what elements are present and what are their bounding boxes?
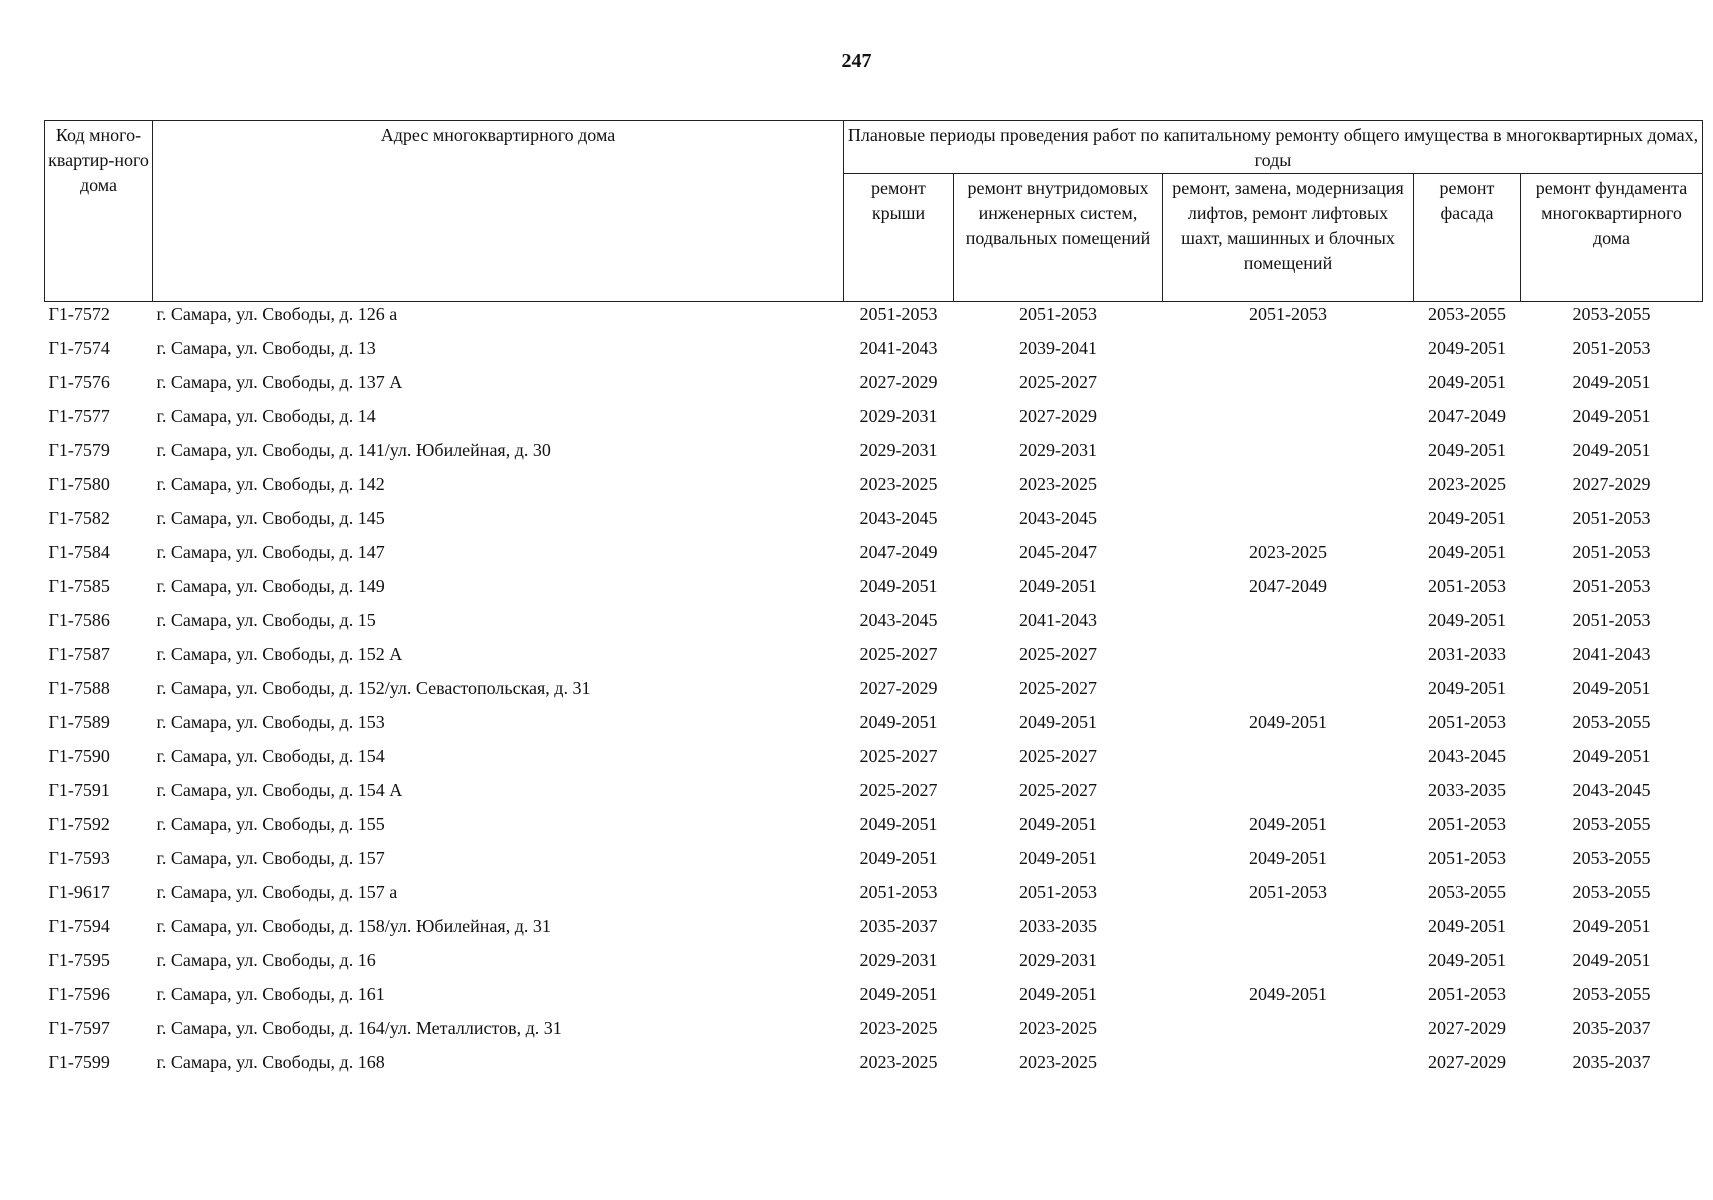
cell-elevators	[1163, 744, 1414, 778]
table-row	[45, 574, 1703, 608]
cell-foundation: 2035-2037	[1572, 1018, 1651, 1038]
cell-address: г. Самара, ул. Свободы, д. 142	[156, 474, 385, 494]
cell-facade: 2051-2053	[1428, 814, 1506, 834]
cell-roof: 2049-2051	[859, 814, 938, 834]
cell-elevators	[1163, 472, 1414, 506]
table-row	[45, 1016, 1703, 1050]
cell-code: Г1-7588	[48, 678, 110, 698]
cell-facade: 2027-2029	[1428, 1052, 1506, 1072]
cell-foundation: 2051-2053	[1572, 508, 1651, 528]
cell-engineering: 2033-2035	[1019, 916, 1097, 936]
cell-elevators: 2049-2051	[1249, 848, 1327, 868]
cell-code: Г1-7595	[48, 950, 110, 970]
cell-address: г. Самара, ул. Свободы, д. 147	[156, 542, 385, 562]
cell-code: Г1-7594	[48, 916, 110, 936]
cell-foundation: 2051-2053	[1572, 610, 1651, 630]
cell-code: Г1-7576	[48, 372, 110, 392]
cell-foundation: 2049-2051	[1572, 440, 1651, 460]
cell-elevators: 2049-2051	[1249, 984, 1327, 1004]
cell-foundation: 2053-2055	[1572, 712, 1651, 732]
cell-roof: 2051-2053	[859, 304, 938, 324]
cell-code: Г1-7574	[48, 338, 110, 358]
cell-address: г. Самара, ул. Свободы, д. 153	[156, 712, 385, 732]
cell-facade: 2049-2051	[1428, 542, 1506, 562]
cell-elevators	[1163, 506, 1414, 540]
cell-roof: 2025-2027	[859, 644, 938, 664]
cell-foundation: 2053-2055	[1572, 984, 1651, 1004]
cell-roof: 2025-2027	[859, 780, 938, 800]
cell-elevators	[1163, 608, 1414, 642]
cell-roof: 2027-2029	[859, 372, 938, 392]
cell-engineering: 2043-2045	[1019, 508, 1097, 528]
cell-engineering: 2025-2027	[1019, 644, 1097, 664]
cell-code: Г1-7587	[48, 644, 110, 664]
header-address: Адрес многоквартирного дома	[153, 121, 844, 302]
cell-address: г. Самара, ул. Свободы, д. 14	[156, 406, 376, 426]
cell-address: г. Самара, ул. Свободы, д. 137 А	[156, 372, 403, 392]
cell-foundation: 2053-2055	[1572, 848, 1651, 868]
cell-facade: 2049-2051	[1428, 338, 1506, 358]
cell-foundation: 2053-2055	[1572, 814, 1651, 834]
cell-facade: 2047-2049	[1428, 406, 1506, 426]
cell-facade: 2051-2053	[1428, 984, 1506, 1004]
table-row	[45, 676, 1703, 710]
cell-engineering: 2049-2051	[1019, 712, 1097, 732]
cell-engineering: 2025-2027	[1019, 678, 1097, 698]
cell-address: г. Самара, ул. Свободы, д. 141/ул. Юбилейная, д. 30	[156, 440, 551, 460]
cell-roof: 2029-2031	[859, 406, 938, 426]
cell-elevators: 2049-2051	[1249, 814, 1327, 834]
header-code: Код много-квартир-ного дома	[45, 121, 153, 302]
cell-address: г. Самара, ул. Свободы, д. 15	[156, 610, 376, 630]
cell-foundation: 2053-2055	[1572, 882, 1651, 902]
capital-repair-table	[44, 120, 1703, 1084]
cell-address: г. Самара, ул. Свободы, д. 152 А	[156, 644, 403, 664]
cell-facade: 2031-2033	[1428, 644, 1506, 664]
cell-engineering: 2039-2041	[1019, 338, 1097, 358]
cell-foundation: 2049-2051	[1572, 406, 1651, 426]
cell-engineering: 2045-2047	[1019, 542, 1097, 562]
cell-elevators	[1163, 676, 1414, 710]
table-row	[45, 948, 1703, 982]
cell-roof: 2029-2031	[859, 950, 938, 970]
cell-code: Г1-7584	[48, 542, 110, 562]
cell-code: Г1-9617	[48, 882, 110, 902]
table-row	[45, 744, 1703, 778]
cell-roof: 2047-2049	[859, 542, 938, 562]
cell-roof: 2049-2051	[859, 984, 938, 1004]
cell-engineering: 2025-2027	[1019, 746, 1097, 766]
cell-facade: 2033-2035	[1428, 780, 1506, 800]
cell-engineering: 2049-2051	[1019, 984, 1097, 1004]
cell-elevators	[1163, 336, 1414, 370]
cell-code: Г1-7597	[48, 1018, 110, 1038]
cell-engineering: 2023-2025	[1019, 1018, 1097, 1038]
header-roof: ремонт крыши	[844, 174, 954, 302]
cell-elevators: 2051-2053	[1249, 882, 1327, 902]
table-row	[45, 370, 1703, 404]
cell-facade: 2043-2045	[1428, 746, 1506, 766]
table-row	[45, 812, 1703, 846]
cell-code: Г1-7572	[48, 304, 110, 324]
cell-roof: 2023-2025	[859, 1052, 938, 1072]
cell-facade: 2053-2055	[1428, 304, 1506, 324]
cell-foundation: 2049-2051	[1572, 678, 1651, 698]
cell-facade: 2053-2055	[1428, 882, 1506, 902]
cell-facade: 2049-2051	[1428, 678, 1506, 698]
table-row	[45, 302, 1703, 337]
cell-foundation: 2043-2045	[1572, 780, 1651, 800]
cell-foundation: 2051-2053	[1572, 576, 1651, 596]
cell-facade: 2051-2053	[1428, 848, 1506, 868]
cell-foundation: 2049-2051	[1572, 746, 1651, 766]
table-row	[45, 404, 1703, 438]
cell-engineering: 2049-2051	[1019, 814, 1097, 834]
cell-address: г. Самара, ул. Свободы, д. 154 А	[156, 780, 403, 800]
cell-roof: 2049-2051	[859, 848, 938, 868]
cell-address: г. Самара, ул. Свободы, д. 154	[156, 746, 385, 766]
cell-address: г. Самара, ул. Свободы, д. 13	[156, 338, 376, 358]
cell-code: Г1-7596	[48, 984, 110, 1004]
cell-facade: 2027-2029	[1428, 1018, 1506, 1038]
cell-address: г. Самара, ул. Свободы, д. 126 а	[156, 304, 398, 324]
cell-code: Г1-7593	[48, 848, 110, 868]
cell-engineering: 2023-2025	[1019, 474, 1097, 494]
cell-elevators	[1163, 438, 1414, 472]
table-row	[45, 540, 1703, 574]
table-row	[45, 778, 1703, 812]
cell-foundation: 2035-2037	[1572, 1052, 1651, 1072]
page-number: 247	[841, 50, 872, 72]
cell-code: Г1-7577	[48, 406, 110, 426]
cell-roof: 2041-2043	[859, 338, 938, 358]
cell-roof: 2023-2025	[859, 1018, 938, 1038]
table-row	[45, 642, 1703, 676]
cell-roof: 2051-2053	[859, 882, 938, 902]
cell-engineering: 2051-2053	[1019, 882, 1097, 902]
cell-foundation: 2027-2029	[1572, 474, 1651, 494]
cell-elevators: 2049-2051	[1249, 712, 1327, 732]
cell-facade: 2049-2051	[1428, 372, 1506, 392]
table-row	[45, 438, 1703, 472]
cell-code: Г1-7579	[48, 440, 110, 460]
cell-foundation: 2051-2053	[1572, 542, 1651, 562]
cell-address: г. Самара, ул. Свободы, д. 164/ул. Металлистов, д. 31	[156, 1018, 562, 1038]
cell-elevators	[1163, 778, 1414, 812]
cell-facade: 2051-2053	[1428, 712, 1506, 732]
cell-foundation: 2049-2051	[1572, 916, 1651, 936]
table-row	[45, 914, 1703, 948]
cell-facade: 2049-2051	[1428, 508, 1506, 528]
cell-roof: 2023-2025	[859, 474, 938, 494]
cell-foundation: 2049-2051	[1572, 372, 1651, 392]
cell-code: Г1-7586	[48, 610, 110, 630]
header-periods-group: Плановые периоды проведения работ по капитальному ремонту общего имущества в многоквартирных домах, годы	[844, 121, 1703, 174]
header-elevators: ремонт, замена, модернизация лифтов, ремонт лифтовых шахт, машинных и блочных помещений	[1163, 174, 1414, 302]
cell-elevators: 2047-2049	[1249, 576, 1327, 596]
cell-facade: 2049-2051	[1428, 916, 1506, 936]
cell-elevators	[1163, 948, 1414, 982]
cell-address: г. Самара, ул. Свободы, д. 161	[156, 984, 385, 1004]
cell-facade: 2023-2025	[1428, 474, 1506, 494]
cell-engineering: 2051-2053	[1019, 304, 1097, 324]
table-row	[45, 880, 1703, 914]
cell-roof: 2049-2051	[859, 712, 938, 732]
cell-code: Г1-7580	[48, 474, 110, 494]
cell-address: г. Самара, ул. Свободы, д. 158/ул. Юбилейная, д. 31	[156, 916, 551, 936]
table-row	[45, 336, 1703, 370]
cell-roof: 2035-2037	[859, 916, 938, 936]
cell-roof: 2049-2051	[859, 576, 938, 596]
cell-roof: 2025-2027	[859, 746, 938, 766]
cell-code: Г1-7589	[48, 712, 110, 732]
cell-facade: 2049-2051	[1428, 440, 1506, 460]
cell-address: г. Самара, ул. Свободы, д. 155	[156, 814, 385, 834]
cell-foundation: 2051-2053	[1572, 338, 1651, 358]
table-body	[45, 302, 1703, 1085]
cell-address: г. Самара, ул. Свободы, д. 168	[156, 1052, 385, 1072]
table-row	[45, 608, 1703, 642]
header-engineering: ремонт внутридомовых инженерных систем, подвальных помещений	[954, 174, 1163, 302]
cell-code: Г1-7582	[48, 508, 110, 528]
cell-engineering: 2029-2031	[1019, 950, 1097, 970]
cell-engineering: 2041-2043	[1019, 610, 1097, 630]
header-foundation: ремонт фундамента многоквартирного дома	[1521, 174, 1703, 302]
cell-roof: 2029-2031	[859, 440, 938, 460]
table-row	[45, 846, 1703, 880]
cell-elevators: 2023-2025	[1249, 542, 1327, 562]
cell-foundation: 2041-2043	[1572, 644, 1651, 664]
header-facade: ремонт фасада	[1414, 174, 1521, 302]
cell-address: г. Самара, ул. Свободы, д. 152/ул. Севастопольская, д. 31	[156, 678, 591, 698]
cell-address: г. Самара, ул. Свободы, д. 16	[156, 950, 376, 970]
cell-facade: 2051-2053	[1428, 576, 1506, 596]
cell-roof: 2043-2045	[859, 508, 938, 528]
cell-elevators	[1163, 914, 1414, 948]
cell-address: г. Самара, ул. Свободы, д. 157 а	[156, 882, 398, 902]
cell-engineering: 2029-2031	[1019, 440, 1097, 460]
table-row	[45, 710, 1703, 744]
cell-facade: 2049-2051	[1428, 610, 1506, 630]
cell-address: г. Самара, ул. Свободы, д. 145	[156, 508, 385, 528]
table-row	[45, 982, 1703, 1016]
cell-code: Г1-7590	[48, 746, 110, 766]
cell-code: Г1-7585	[48, 576, 110, 596]
cell-address: г. Самара, ул. Свободы, д. 149	[156, 576, 385, 596]
cell-elevators	[1163, 1050, 1414, 1084]
cell-address: г. Самара, ул. Свободы, д. 157	[156, 848, 385, 868]
cell-engineering: 2049-2051	[1019, 576, 1097, 596]
cell-elevators	[1163, 404, 1414, 438]
cell-elevators	[1163, 370, 1414, 404]
cell-foundation: 2049-2051	[1572, 950, 1651, 970]
cell-elevators	[1163, 1016, 1414, 1050]
cell-foundation: 2053-2055	[1572, 304, 1651, 324]
table-header	[45, 121, 1703, 302]
cell-engineering: 2027-2029	[1019, 406, 1097, 426]
table-row	[45, 472, 1703, 506]
cell-facade: 2049-2051	[1428, 950, 1506, 970]
cell-elevators	[1163, 642, 1414, 676]
table-row	[45, 1050, 1703, 1084]
cell-engineering: 2023-2025	[1019, 1052, 1097, 1072]
cell-code: Г1-7591	[48, 780, 110, 800]
cell-code: Г1-7592	[48, 814, 110, 834]
cell-roof: 2027-2029	[859, 678, 938, 698]
cell-code: Г1-7599	[48, 1052, 110, 1072]
table-row	[45, 506, 1703, 540]
cell-engineering: 2049-2051	[1019, 848, 1097, 868]
cell-roof: 2043-2045	[859, 610, 938, 630]
cell-engineering: 2025-2027	[1019, 372, 1097, 392]
cell-elevators: 2051-2053	[1249, 304, 1327, 324]
cell-engineering: 2025-2027	[1019, 780, 1097, 800]
